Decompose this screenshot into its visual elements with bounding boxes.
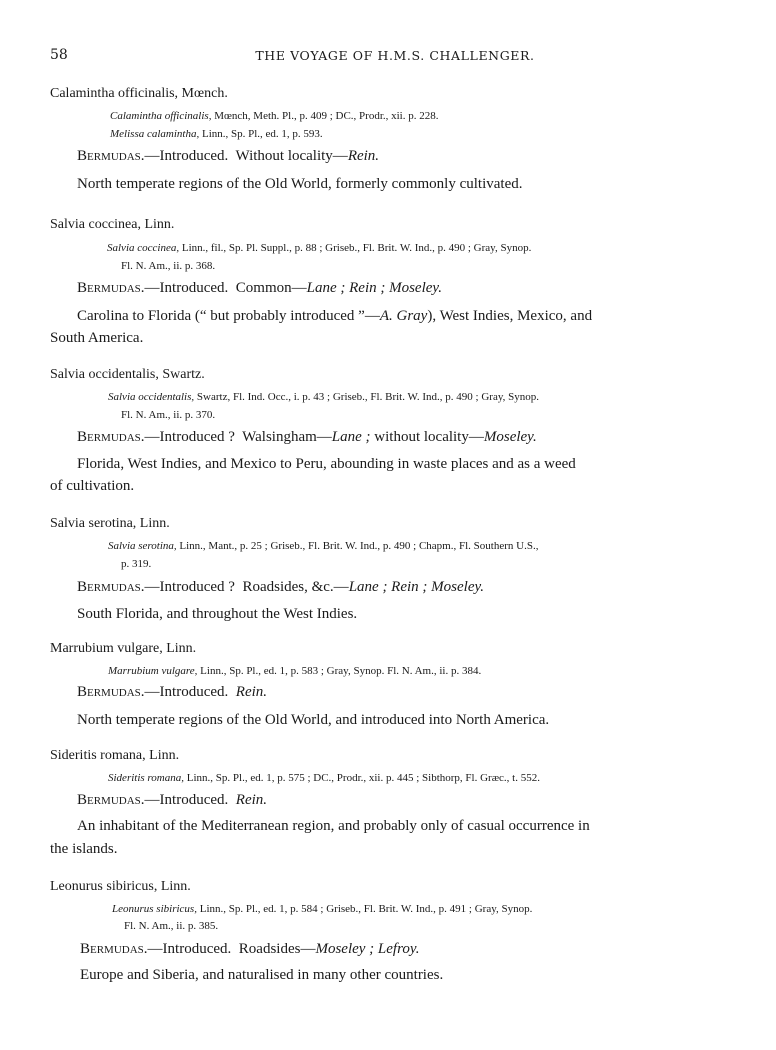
- synonym-citation: Calamintha officinalis, Mœnch, Meth. Pl., p. 409 ; DC., Prodr., xii. p. 228.: [110, 110, 439, 122]
- synonym-citation: Fl. N. Am., ii. p. 385.: [124, 920, 219, 932]
- distribution-text: of cultivation.: [50, 478, 135, 494]
- synonym-citation: Sideritis romana, Linn., Sp. Pl., ed. 1, p. 575 ; DC., Prodr., xii. p. 445 ; Sibthorp, Fl. Græc., t. 552.: [108, 772, 540, 784]
- synonym-citation: Salvia occidentalis, Swartz, Fl. Ind. Occ., i. p. 43 ; Griseb., Fl. Brit. W. Ind., p. 490 ; Gray, Synop.: [108, 391, 540, 403]
- page-header: [50, 47, 740, 67]
- synonym-citation: Fl. N. Am., ii. p. 370.: [121, 409, 216, 421]
- species-name: Marrubium vulgare, Linn.: [50, 641, 197, 656]
- distribution-text: South America.: [50, 330, 144, 346]
- species-name: Salvia serotina, Linn.: [50, 516, 170, 531]
- synonym-citation: Leonurus sibiricus, Linn., Sp. Pl., ed. 1, p. 584 ; Griseb., Fl. Brit. W. Ind., p. 491 ; Gray, Synop.: [112, 903, 533, 915]
- species-name: Sideritis romana, Linn.: [50, 748, 180, 763]
- locality-line: Bermudas.—Introduced. Common—Lane ; Rein ; Moseley.: [77, 280, 442, 296]
- synonym-citation: p. 319.: [121, 558, 152, 570]
- distribution-text: An inhabitant of the Mediterranean region, and probably only of casual occurrence in: [77, 818, 590, 834]
- distribution-text: North temperate regions of the Old World, and introduced into North America.: [77, 712, 550, 728]
- synonym-citation: Fl. N. Am., ii. p. 368.: [121, 260, 216, 272]
- locality-line: Bermudas.—Introduced ? Walsingham—Lane ; without locality—Moseley.: [77, 429, 537, 445]
- running-title: THE VOYAGE OF H.M.S. CHALLENGER.: [255, 48, 535, 63]
- species-name: Salvia coccinea, Linn.: [50, 217, 175, 232]
- synonym-citation: Salvia coccinea, Linn., fil., Sp. Pl. Suppl., p. 88 ; Griseb., Fl. Brit. W. Ind., p. 490 ; Gray, Synop.: [107, 242, 532, 254]
- locality-line: Bermudas.—Introduced. Rein.: [77, 792, 268, 808]
- synonym-citation: Melissa calamintha, Linn., Sp. Pl., ed. 1, p. 593.: [110, 128, 323, 140]
- distribution-text: the islands.: [50, 841, 118, 857]
- distribution-text: South Florida, and throughout the West Indies.: [77, 606, 358, 622]
- species-name: Salvia occidentalis, Swartz.: [50, 367, 205, 382]
- page-number: 58: [50, 47, 68, 63]
- locality-line: Bermudas.—Introduced. Roadsides—Moseley ; Lefroy.: [80, 941, 420, 957]
- locality-line: Bermudas.—Introduced. Without locality—Rein.: [77, 148, 380, 164]
- species-name: Calamintha officinalis, Mœnch.: [50, 86, 228, 101]
- synonym-citation: Marrubium vulgare, Linn., Sp. Pl., ed. 1, p. 583 ; Gray, Synop. Fl. N. Am., ii. p. 384.: [108, 665, 482, 677]
- species-name: Leonurus sibiricus, Linn.: [50, 879, 191, 894]
- distribution-text: Carolina to Florida (“ but probably introduced ”—A. Gray), West Indies, Mexico, and: [77, 308, 593, 324]
- locality-line: Bermudas.—Introduced ? Roadsides, &c.—Lane ; Rein ; Moseley.: [77, 579, 485, 595]
- locality-line: Bermudas.—Introduced. Rein.: [77, 684, 268, 700]
- distribution-text: Florida, West Indies, and Mexico to Peru, abounding in waste places and as a weed: [77, 456, 576, 472]
- synonym-citation: Salvia serotina, Linn., Mant., p. 25 ; Griseb., Fl. Brit. W. Ind., p. 490 ; Chapm., Fl. Southern U.S.,: [108, 540, 539, 552]
- distribution-text: Europe and Siberia, and naturalised in many other countries.: [80, 967, 444, 983]
- distribution-text: North temperate regions of the Old World, formerly commonly cultivated.: [77, 176, 523, 192]
